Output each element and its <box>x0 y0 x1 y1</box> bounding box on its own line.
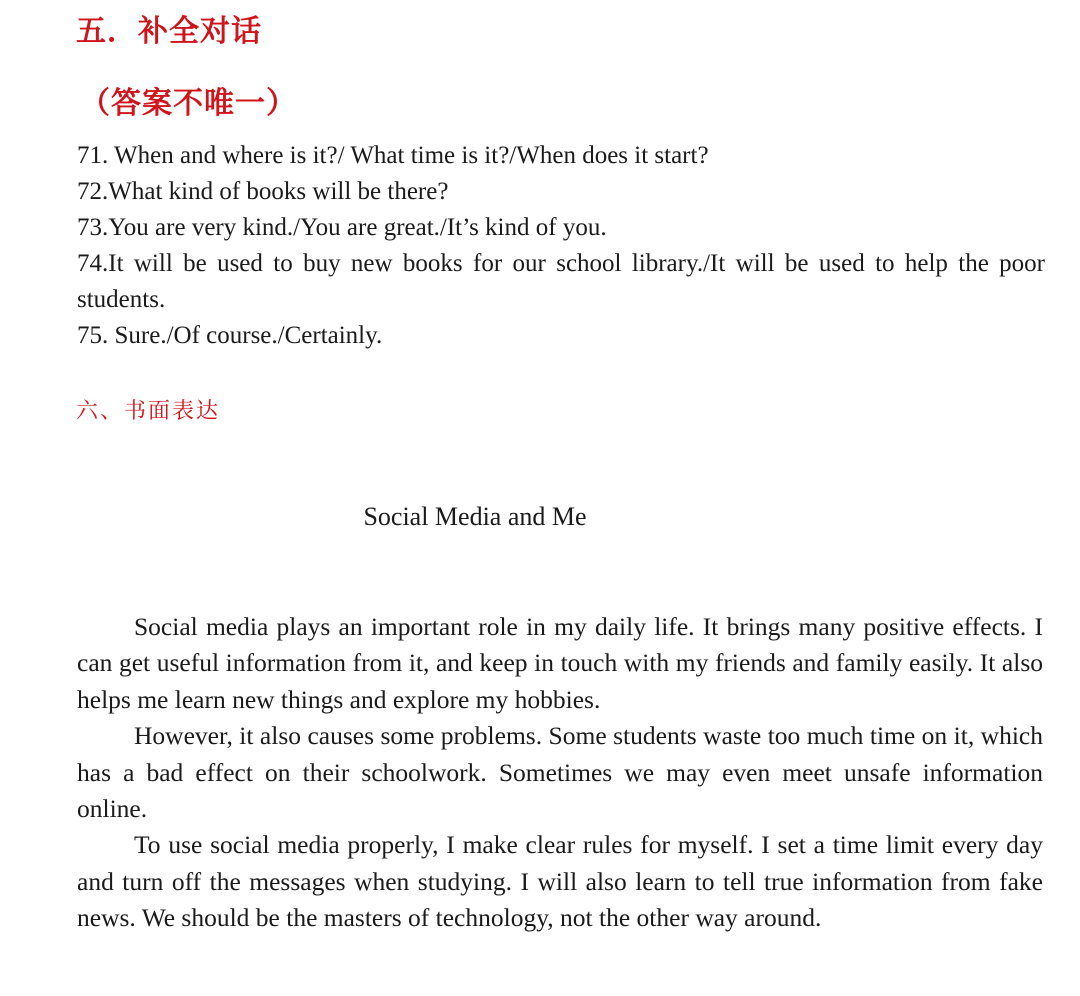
section-5-title: 五．补全对话 <box>76 14 262 49</box>
essay-paragraph-3: To use social media properly, I make clear rules for myself. I set a time limit every day and turn off the messages when studying. I will also learn to tell true information from fake news. We should be the masters of technology, not the other way around. <box>77 830 1043 933</box>
essay-title: Social Media and Me <box>363 502 587 531</box>
answer-72: 72.What kind of books will be there? <box>77 178 449 205</box>
answer-74: 74.It will be used to buy new books for our school library./It will be used to help the poor students. <box>77 250 1045 313</box>
essay-paragraph-1: Social media plays an important role in my daily life. It brings many positive effects. I can get useful information from it, and keep in touch with my friends and family easily. It also helps me learn new things and explore my hobbies. <box>77 612 1043 714</box>
essay-paragraph-2: However, it also causes some problems. Some students waste too much time on it, which has a bad effect on their schoolwork. Sometimes we may even meet unsafe information online. <box>77 721 1043 824</box>
section-5-note: （答案不唯一） <box>80 86 297 121</box>
essay-body <box>77 609 1043 937</box>
section-6-title: 六、书面表达 <box>76 399 221 424</box>
answer-71: 71. When and where is it?/ What time is it?/When does it start? <box>77 142 709 169</box>
answer-75: 75. Sure./Of course./Certainly. <box>77 322 383 349</box>
answer-list <box>77 138 1045 354</box>
answer-73: 73.You are very kind./You are great./It’s kind of you. <box>77 214 607 241</box>
